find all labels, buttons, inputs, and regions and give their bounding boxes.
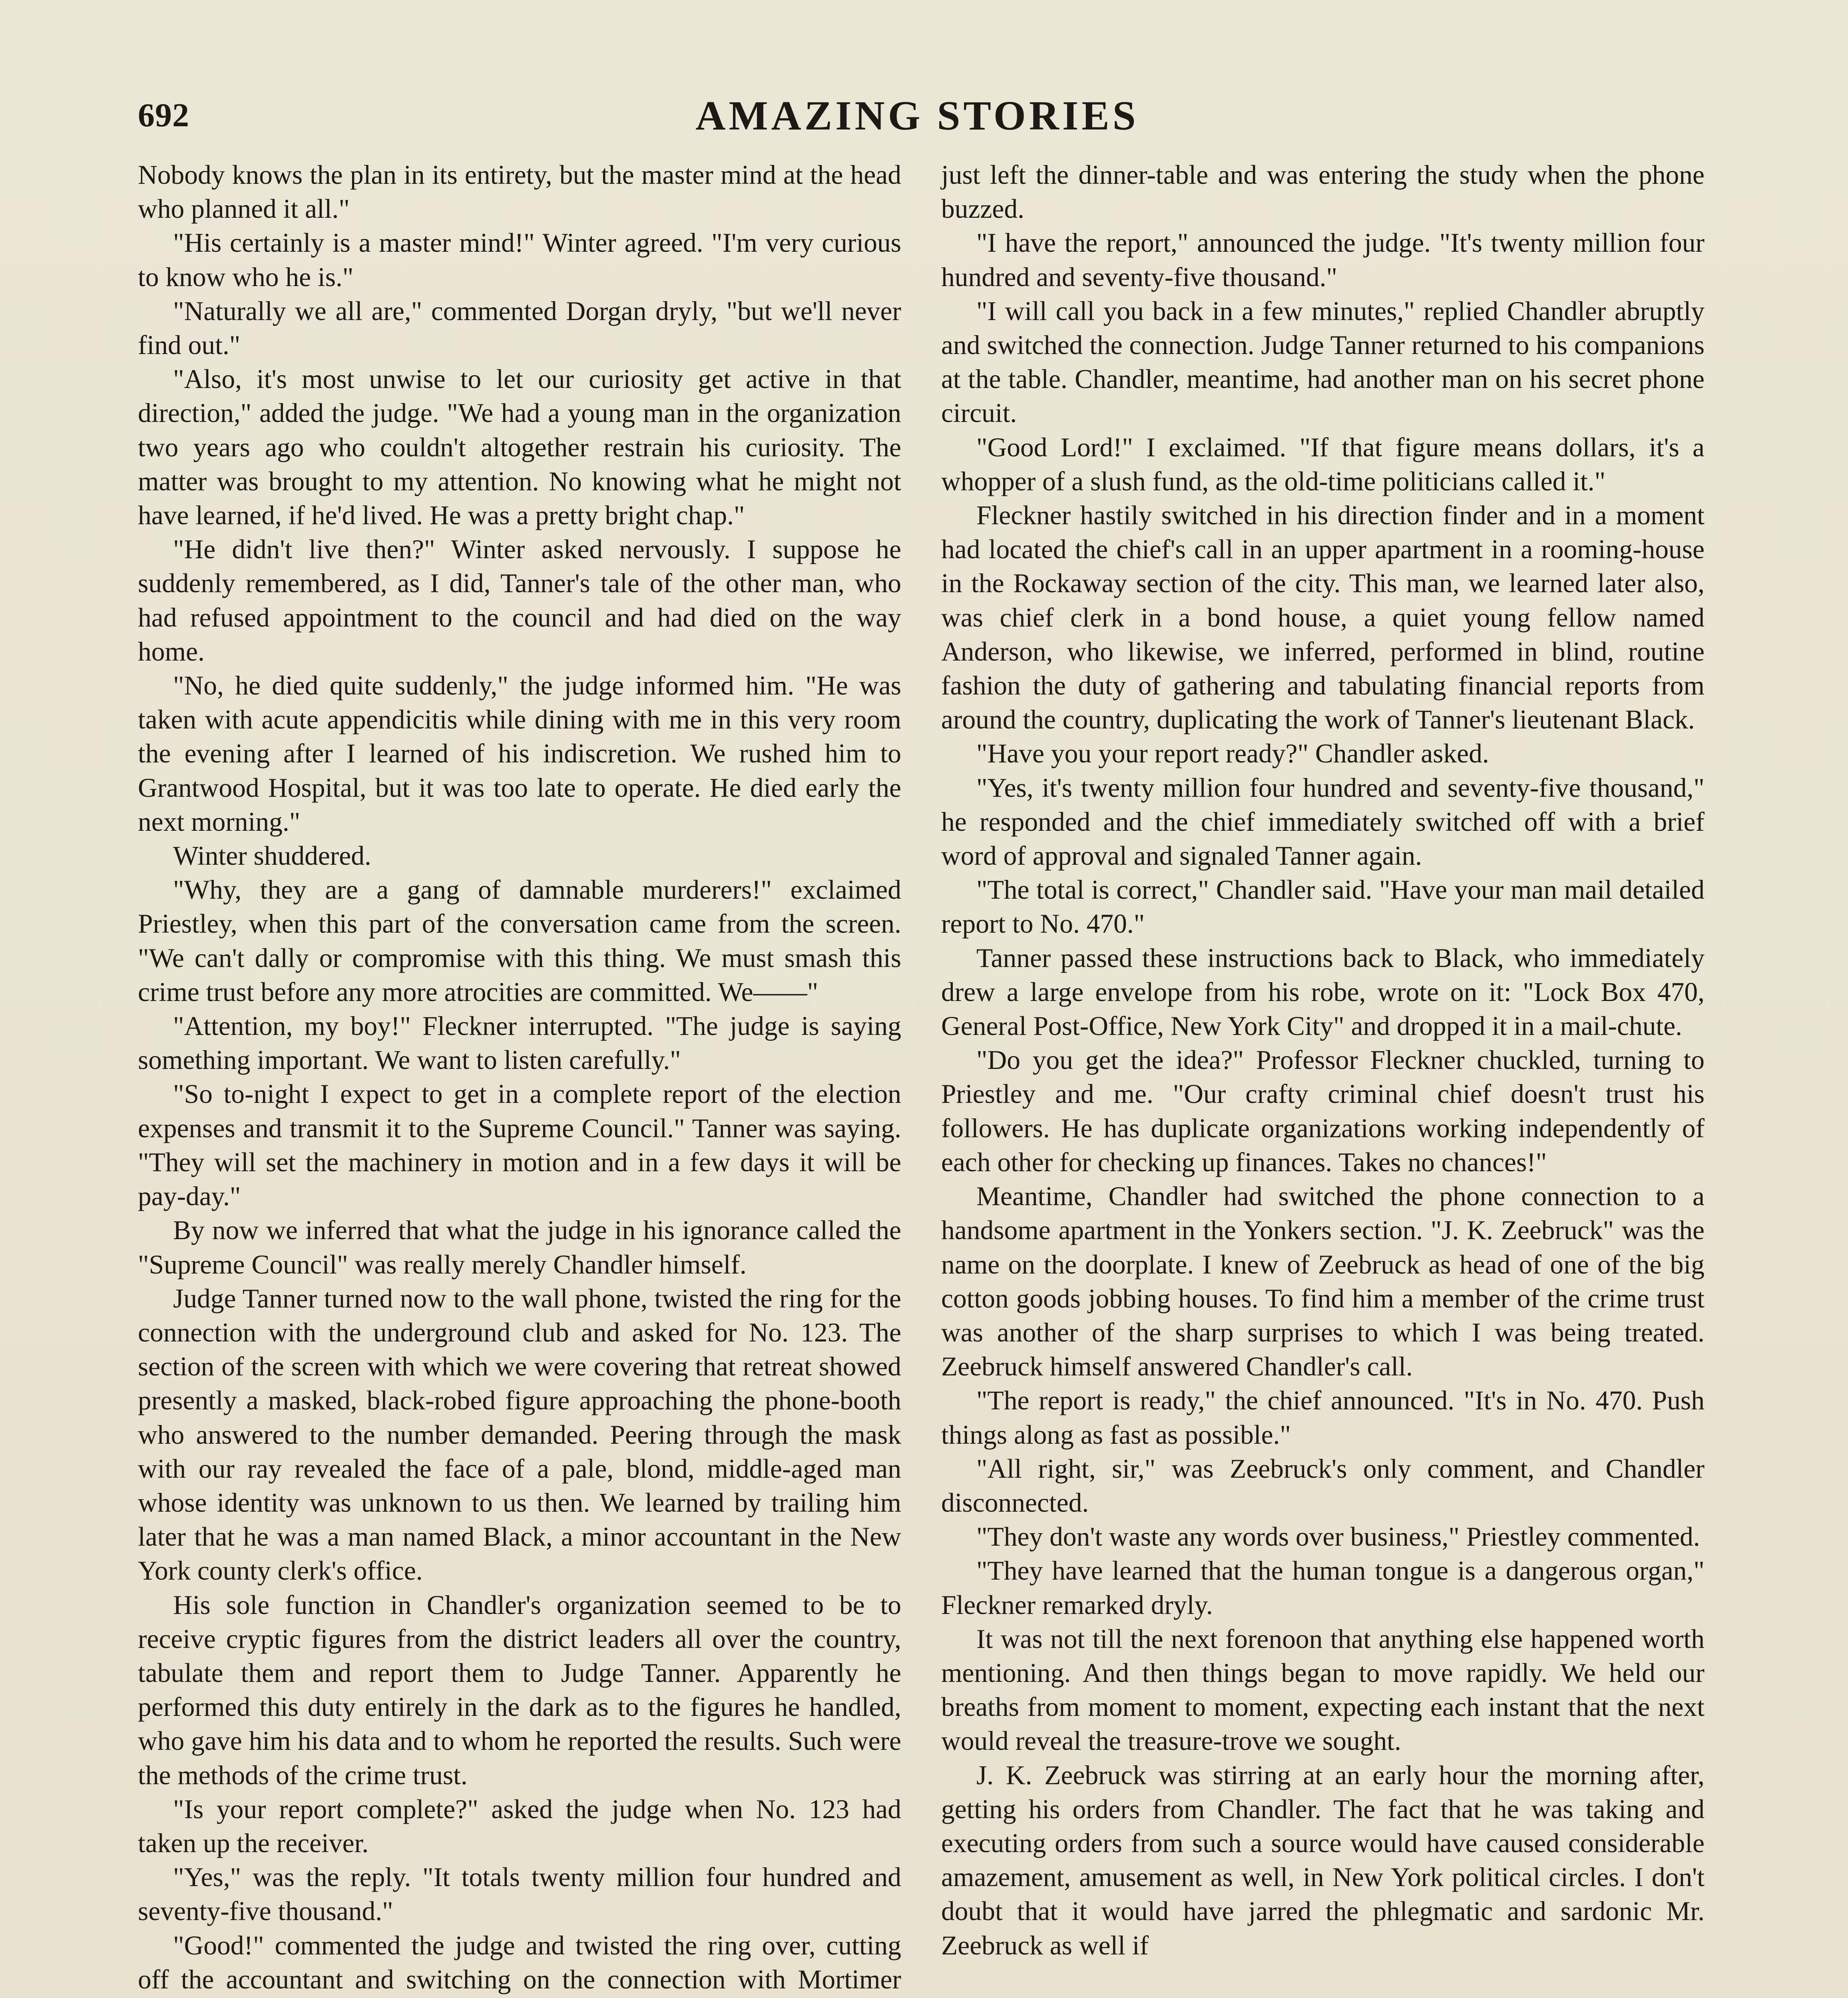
paragraph: J. K. Zeebruck was stirring at an early hour the morning after, getting his orders from Chandler. The fact that he was taking and executing orders from such a source would have caused considerable amazement, amusement as well, in New York political circles. I don't doubt that it would have jarred the phlegmatic and sardonic Mr. Zeebruck as well if xyxy=(941,1760,1705,1960)
paragraph: "Attention, my boy!" Fleckner interrupted. "The judge is saying something important. We want to listen carefully." xyxy=(138,1011,901,1075)
paragraph: "All right, sir," was Zeebruck's only comment, and Chandler disconnected. xyxy=(941,1453,1705,1518)
paragraph: Nobody knows the plan in its entirety, but the master mind at the head who planned it all." xyxy=(138,160,901,224)
paragraph: "Good!" commented the judge and twisted the ring over, cutting off the accountant and switching on the connection with Mortimer xyxy=(138,1930,901,1994)
paragraph: "I will call you back in a few minutes," replied Chandler abruptly and switched the connection. Judge Tanner returned to his companions at the table. Chandler, meantime, had another man on his secret phone circuit. xyxy=(941,296,1705,428)
paragraph: Meantime, Chandler had switched the phone connection to a handsome apartment in the Yonkers section. "J. K. Zeebruck" was the name on the doorplate. I knew of Zeebruck as head of one of the big cotton goods jobbing houses. To find him a member of the crime trust was another of the sharp surprises to which I was being treated. Zeebruck himself answered Chandler's call. xyxy=(941,1181,1705,1382)
page-number: 692 xyxy=(138,97,189,134)
paragraph: Tanner passed these instructions back to Black, who immediately drew a large envelope from his robe, wrote on it: "Lock Box 470, General Post-Office, New York City" and dropped it in a mail-chute. xyxy=(941,943,1705,1041)
paragraph: "Yes, it's twenty million four hundred and seventy-five thousand," he responded and the chief immediately switched off with a brief word of approval and signaled Tanner again. xyxy=(941,772,1705,871)
paragraph: "They have learned that the human tongue is a dangerous organ," Fleckner remarked dryly. xyxy=(941,1556,1705,1620)
paragraph: "The report is ready," the chief announced. "It's in No. 470. Push things along as fast as possible." xyxy=(941,1385,1705,1450)
running-title: AMAZING STORIES xyxy=(695,93,1139,139)
paragraph: just left the dinner-table and was entering the study when the phone buzzed. xyxy=(941,160,1705,224)
paragraph: By now we inferred that what the judge in his ignorance called the "Supreme Council" was really merely Chandler himself. xyxy=(138,1215,901,1280)
paragraph: "Is your report complete?" asked the judge when No. 123 had taken up the receiver. xyxy=(138,1794,901,1858)
paragraph: "No, he died quite suddenly," the judge informed him. "He was taken with acute appendicitis while dining with me in this very room the evening after I learned of his indiscretion. We rushed him to Grantwood Hospital, but it was too late to operate. He died early the next morning." xyxy=(138,671,901,837)
paragraph: Judge Tanner turned now to the wall phone, twisted the ring for the connection with the underground club and asked for No. 123. The section of the screen with which we were covering that retreat showed presently a masked, black-robed figure approaching the phone-booth who answered to the number demanded. Peering through the mask with our ray revealed the face of a pale, blond, middle-aged man whose identity was unknown to us then. We learned by trailing him later that he was a man named Black, a minor accountant in the New York county clerk's office. xyxy=(138,1283,901,1586)
paragraph: "So to-night I expect to get in a complete report of the election expenses and transmit it to the Supreme Council." Tanner was saying. "They will set the machinery in motion and in a few days it will be pay-day." xyxy=(138,1079,901,1212)
paragraph: "The total is correct," Chandler said. "Have your man mail detailed report to No. 470." xyxy=(941,875,1705,939)
paragraph: It was not till the next forenoon that anything else happened worth mentioning. And then things began to move rapidly. We held our breaths from moment to moment, expecting each instant that the next would reveal the treasure-trove we sought. xyxy=(941,1624,1705,1756)
page-header xyxy=(138,92,1697,144)
paragraph: "Why, they are a gang of damnable murderers!" exclaimed Priestley, when this part of the conversation came from the screen. "We can't dally or compromise with this thing. We must smash this crime trust before any more atrocities are committed. We——" xyxy=(138,875,901,1007)
paragraph: "Naturally we all are," commented Dorgan dryly, "but we'll never find out." xyxy=(138,296,901,360)
paragraph: Winter shuddered. xyxy=(173,841,371,871)
paragraph: "He didn't live then?" Winter asked nervously. I suppose he suddenly remembered, as I did, Tanner's tale of the other man, who had refused appointment to the council and had died on the way home. xyxy=(138,534,901,667)
paragraph: His sole function in Chandler's organization seemed to be to receive cryptic figures from the district leaders all over the country, tabulate them and report them to Judge Tanner. Apparently he performed this duty entirely in the dark as to the figures he handled, who gave him his data and to whom he reported the results. Such were the methods of the crime trust. xyxy=(138,1590,901,1790)
right-column xyxy=(941,158,1705,1962)
paragraph: "Have you your report ready?" Chandler asked. xyxy=(976,738,1489,769)
paragraph: "They don't waste any words over business," Priestley commented. xyxy=(976,1522,1700,1552)
paragraph: "Good Lord!" I exclaimed. "If that figure means dollars, it's a whopper of a slush fund, as the old-time politicians called it." xyxy=(941,432,1705,496)
left-column xyxy=(138,158,901,1998)
paragraph: "His certainly is a master mind!" Winter agreed. "I'm very curious to know who he is." xyxy=(138,228,901,292)
paragraph: "Yes," was the reply. "It totals twenty million four hundred and seventy-five thousand." xyxy=(138,1862,901,1926)
paragraph: "Do you get the idea?" Professor Fleckner chuckled, turning to Priestley and me. "Our crafty criminal chief doesn't trust his followers. He has duplicate organizations working independently of each other for checking up finances. Takes no chances!" xyxy=(941,1045,1705,1177)
paragraph: "Also, it's most unwise to let our curiosity get active in that direction," added the judge. "We had a young man in the organization two years ago who couldn't altogether restrain his curiosity. The matter was brought to my attention. No knowing what he might not have learned, if he'd lived. He was a pretty bright chap." xyxy=(138,364,901,531)
paragraph: "I have the report," announced the judge. "It's twenty million four hundred and seventy-five thousand." xyxy=(941,228,1705,292)
paragraph: Fleckner hastily switched in his direction finder and in a moment had located the chief's call in an upper apartment in a rooming-house in the Rockaway section of the city. This man, we learned later also, was chief clerk in a bond house, a quiet young fellow named Anderson, who likewise, we inferred, performed in blind, routine fashion the duty of gathering and tabulating financial reports from around the country, duplicating the work of Tanner's lieutenant Black. xyxy=(941,500,1705,735)
